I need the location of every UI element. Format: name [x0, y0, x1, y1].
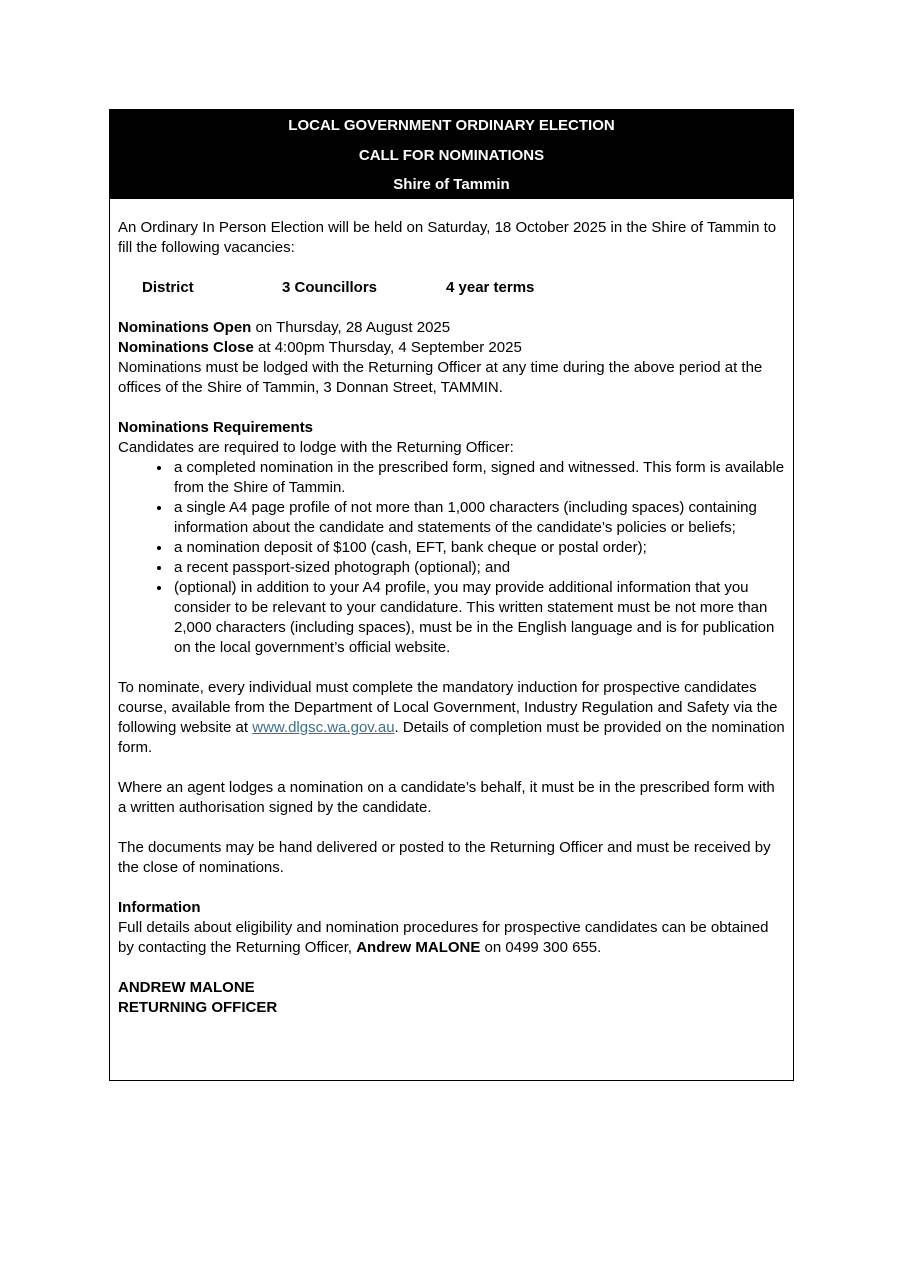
delivery-paragraph: The documents may be hand delivered or posted to the Returning Officer and must be received by the close of nominations. [118, 839, 771, 876]
nominations-open-label: Nominations Open [118, 319, 252, 336]
agent-paragraph: Where an agent lodges a nomination on a candidate’s behalf, it must be in the prescribed form with a written authorisation signed by the candidate. [118, 779, 775, 816]
notice-header [110, 110, 793, 199]
list-item: • a single A4 page profile of not more than 1,000 characters (including spaces) containing information about the candidate and statements of the candidate’s policies or beliefs; [172, 498, 785, 538]
requirements-heading: Nominations Requirements [118, 419, 314, 436]
requirements-intro: Candidates are required to lodge with the Returning Officer: [118, 439, 514, 456]
vacancy-term: 4 year terms [446, 279, 535, 296]
election-notice [109, 109, 794, 1081]
header-title: LOCAL GOVERNMENT ORDINARY ELECTION [288, 117, 615, 134]
requirements-list [118, 458, 785, 658]
signature-name: ANDREW MALONE [118, 979, 255, 996]
dlgsc-website-link[interactable]: www.dlgsc.wa.gov.au [252, 719, 395, 736]
vacancies-row [118, 278, 785, 298]
information-heading: Information [118, 899, 201, 916]
vacancy-ward: District [142, 279, 194, 296]
induction-text-before: To nominate, every individual must complete the mandatory induction for prospective candidates course, available from the Department of Local Government, Industry Regulation and Safety via the following website at [118, 679, 778, 736]
notice-body [110, 199, 793, 1018]
nominations-lodge-text: Nominations must be lodged with the Returning Officer at any time during the above period at the offices of the Shire of Tammin, 3 Donnan Street, TAMMIN. [118, 359, 763, 396]
list-item: • (optional) in addition to your A4 profile, you may provide additional information that you consider to be relevant to your candidature. This written statement must be not more than 2,000 characters (including spaces), must be in the English language and is for publication on the local government’s official website. [172, 578, 785, 658]
signature-block [118, 978, 785, 1018]
header-shire: Shire of Tammin [393, 176, 510, 193]
induction-text-after: . Details of completion must be provided on the nomination form. [118, 719, 785, 756]
list-item: • a recent passport-sized photograph (optional); and [172, 558, 785, 578]
information-section [118, 898, 785, 958]
header-subtitle: CALL FOR NOMINATIONS [358, 146, 545, 164]
nominations-open-text: on Thursday, 28 August 2025 [251, 319, 451, 336]
nominations-section [118, 318, 785, 398]
information-text-before: Full details about eligibility and nomination procedures for prospective candidates can be obtained by contacting the Returning Officer, [118, 919, 769, 956]
list-item: • a nomination deposit of $100 (cash, EFT, bank cheque or postal order); [172, 538, 785, 558]
vacancy-positions: 3 Councillors [282, 279, 378, 296]
requirements-heading-block [118, 418, 785, 458]
information-text-after: on 0499 300 655. [480, 939, 602, 956]
list-item: • a completed nomination in the prescribed form, signed and witnessed. This form is available from the Shire of Tammin. [172, 458, 785, 498]
nominations-close-label: Nominations Close [118, 339, 254, 356]
intro-paragraph: An Ordinary In Person Election will be held on Saturday, 18 October 2025 in the Shire of Tammin to fill the following vacancies: [118, 219, 777, 256]
induction-paragraph [118, 678, 785, 758]
officer-name: Andrew MALONE [356, 939, 481, 956]
signature-title: RETURNING OFFICER [118, 999, 278, 1016]
nominations-close-text: at 4:00pm Thursday, 4 September 2025 [253, 339, 522, 356]
